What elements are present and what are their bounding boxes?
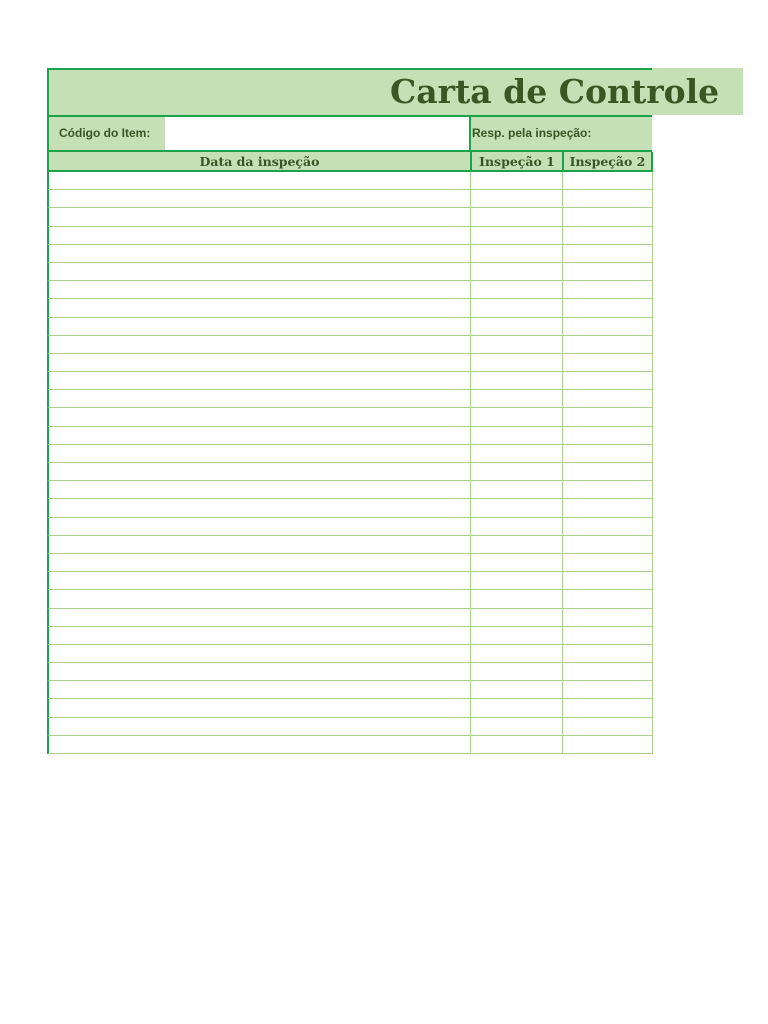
cell-date[interactable] xyxy=(49,372,470,389)
cell-date[interactable] xyxy=(49,427,470,444)
table-row xyxy=(47,281,653,299)
table-row xyxy=(47,645,653,663)
cell-inspection-1[interactable] xyxy=(470,645,562,662)
cell-date[interactable] xyxy=(49,172,470,189)
cell-inspection-2[interactable] xyxy=(562,663,653,680)
cell-date[interactable] xyxy=(49,445,470,462)
table-row xyxy=(47,263,653,281)
title-cell[interactable] xyxy=(47,68,720,115)
cell-inspection-1[interactable] xyxy=(470,263,562,280)
table-row xyxy=(47,627,653,645)
cell-inspection-1[interactable] xyxy=(470,627,562,644)
column-header-date: Data da inspeção xyxy=(199,154,320,169)
cell-inspection-1[interactable] xyxy=(470,172,562,189)
cell-inspection-1[interactable] xyxy=(470,427,562,444)
cell-inspection-2[interactable] xyxy=(562,481,653,498)
page-title: Carta de Controle xyxy=(390,72,720,111)
table-row xyxy=(47,663,653,681)
item-code-label: Código do Item: xyxy=(59,126,151,140)
cell-date[interactable] xyxy=(49,245,470,262)
cell-inspection-2[interactable] xyxy=(562,263,653,280)
table-row xyxy=(47,718,653,736)
cell-inspection-1[interactable] xyxy=(470,190,562,207)
cell-date[interactable] xyxy=(49,699,470,716)
cell-inspection-2[interactable] xyxy=(562,336,653,353)
table-row xyxy=(47,736,653,754)
cell-inspection-1[interactable] xyxy=(470,536,562,553)
cell-date[interactable] xyxy=(49,645,470,662)
cell-date[interactable] xyxy=(49,536,470,553)
cell-inspection-1[interactable] xyxy=(470,463,562,480)
cell-inspection-2[interactable] xyxy=(562,736,653,753)
cell-inspection-1[interactable] xyxy=(470,663,562,680)
cell-inspection-1[interactable] xyxy=(470,499,562,516)
cell-inspection-2[interactable] xyxy=(562,372,653,389)
cell-inspection-2[interactable] xyxy=(562,245,653,262)
table-row xyxy=(47,554,653,572)
table-row xyxy=(47,481,653,499)
cell-date[interactable] xyxy=(49,299,470,316)
table-row xyxy=(47,336,653,354)
table-row xyxy=(47,245,653,263)
table-header-row xyxy=(47,152,653,172)
cell-inspection-2[interactable] xyxy=(562,208,653,225)
inspector-label: Resp. pela inspeção: xyxy=(472,126,592,140)
table-row xyxy=(47,408,653,426)
cell-inspection-2[interactable] xyxy=(562,299,653,316)
table-row xyxy=(47,590,653,608)
cell-inspection-2[interactable] xyxy=(562,463,653,480)
table-row xyxy=(47,518,653,536)
cell-date[interactable] xyxy=(49,318,470,335)
cell-date[interactable] xyxy=(49,718,470,735)
cell-inspection-2[interactable] xyxy=(562,281,653,298)
cell-date[interactable] xyxy=(49,190,470,207)
table-row xyxy=(47,536,653,554)
cell-inspection-1[interactable] xyxy=(470,518,562,535)
table-row xyxy=(47,572,653,590)
cell-inspection-2[interactable] xyxy=(562,699,653,716)
cell-inspection-2[interactable] xyxy=(562,408,653,425)
cell-inspection-1[interactable] xyxy=(470,390,562,407)
cell-inspection-2[interactable] xyxy=(562,572,653,589)
column-header-inspection-1: Inspeção 1 xyxy=(470,152,562,170)
cell-date[interactable] xyxy=(49,681,470,698)
table-row xyxy=(47,172,653,190)
table-row xyxy=(47,354,653,372)
cell-inspection-1[interactable] xyxy=(470,281,562,298)
cell-inspection-1[interactable] xyxy=(470,354,562,371)
table-row xyxy=(47,499,653,517)
table-row xyxy=(47,372,653,390)
cell-inspection-2[interactable] xyxy=(562,499,653,516)
cell-date[interactable] xyxy=(49,609,470,626)
cell-date[interactable] xyxy=(49,554,470,571)
cell-inspection-1[interactable] xyxy=(470,445,562,462)
cell-inspection-1[interactable] xyxy=(470,718,562,735)
table-row xyxy=(47,445,653,463)
item-code-field[interactable] xyxy=(165,117,471,150)
table-row xyxy=(47,390,653,408)
table-row xyxy=(47,227,653,245)
cell-date[interactable] xyxy=(49,663,470,680)
cell-inspection-2[interactable] xyxy=(562,590,653,607)
cell-inspection-1[interactable] xyxy=(470,318,562,335)
cell-date[interactable] xyxy=(49,590,470,607)
cell-date[interactable] xyxy=(49,354,470,371)
cell-date[interactable] xyxy=(49,263,470,280)
cell-inspection-1[interactable] xyxy=(470,699,562,716)
cell-date[interactable] xyxy=(49,227,470,244)
cell-inspection-1[interactable] xyxy=(470,572,562,589)
cell-inspection-2[interactable] xyxy=(562,536,653,553)
cell-inspection-2[interactable] xyxy=(562,318,653,335)
cell-inspection-1[interactable] xyxy=(470,590,562,607)
cell-date[interactable] xyxy=(49,518,470,535)
cell-inspection-2[interactable] xyxy=(562,554,653,571)
cell-date[interactable] xyxy=(49,736,470,753)
cell-inspection-2[interactable] xyxy=(562,609,653,626)
cell-inspection-1[interactable] xyxy=(470,245,562,262)
table-row xyxy=(47,681,653,699)
cell-inspection-1[interactable] xyxy=(470,481,562,498)
info-row xyxy=(47,115,652,152)
cell-inspection-2[interactable] xyxy=(562,445,653,462)
cell-inspection-1[interactable] xyxy=(470,299,562,316)
cell-inspection-2[interactable] xyxy=(562,172,653,189)
cell-inspection-1[interactable] xyxy=(470,372,562,389)
cell-inspection-2[interactable] xyxy=(562,390,653,407)
table-body xyxy=(47,172,653,754)
cell-date[interactable] xyxy=(49,208,470,225)
table-row xyxy=(47,208,653,226)
table-row xyxy=(47,699,653,717)
table-row xyxy=(47,190,653,208)
cell-date[interactable] xyxy=(49,408,470,425)
cell-date[interactable] xyxy=(49,281,470,298)
cell-date[interactable] xyxy=(49,627,470,644)
cell-inspection-2[interactable] xyxy=(562,227,653,244)
cell-inspection-2[interactable] xyxy=(562,645,653,662)
cell-date[interactable] xyxy=(49,572,470,589)
cell-date[interactable] xyxy=(49,336,470,353)
cell-inspection-1[interactable] xyxy=(470,408,562,425)
cell-inspection-2[interactable] xyxy=(562,354,653,371)
cell-inspection-2[interactable] xyxy=(562,627,653,644)
table-row xyxy=(47,318,653,336)
cell-date[interactable] xyxy=(49,481,470,498)
cell-inspection-1[interactable] xyxy=(470,609,562,626)
cell-inspection-1[interactable] xyxy=(470,554,562,571)
table-row xyxy=(47,463,653,481)
cell-inspection-1[interactable] xyxy=(470,336,562,353)
cell-date[interactable] xyxy=(49,390,470,407)
cell-date[interactable] xyxy=(49,499,470,516)
cell-inspection-2[interactable] xyxy=(562,518,653,535)
cell-inspection-1[interactable] xyxy=(470,681,562,698)
cell-inspection-1[interactable] xyxy=(470,736,562,753)
cell-inspection-2[interactable] xyxy=(562,681,653,698)
cell-inspection-1[interactable] xyxy=(470,208,562,225)
inspection-table xyxy=(47,152,653,754)
table-row xyxy=(47,299,653,317)
cell-inspection-2[interactable] xyxy=(562,427,653,444)
cell-inspection-2[interactable] xyxy=(562,718,653,735)
cell-inspection-1[interactable] xyxy=(470,227,562,244)
cell-inspection-2[interactable] xyxy=(562,190,653,207)
table-row xyxy=(47,427,653,445)
cell-date[interactable] xyxy=(49,463,470,480)
table-row xyxy=(47,609,653,627)
column-header-inspection-2: Inspeção 2 xyxy=(562,152,653,170)
